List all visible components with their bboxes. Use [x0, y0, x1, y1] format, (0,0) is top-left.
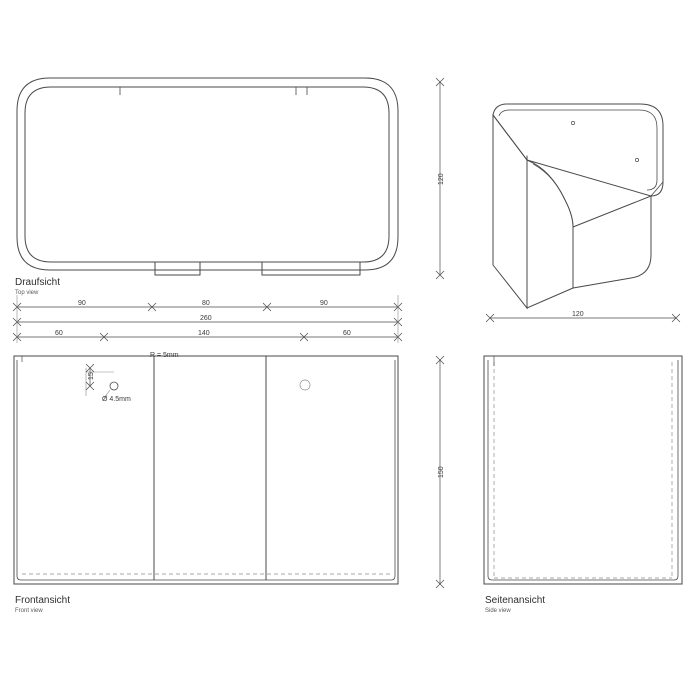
- front-view-subtitle: Front view: [15, 608, 43, 614]
- side-view-drawing: [470, 348, 700, 598]
- height-dim-label-150: 150: [438, 466, 445, 478]
- front-view-title: Frontansicht: [15, 595, 71, 606]
- top-dim-overall-260: 260: [200, 315, 212, 322]
- top-dim-80-center: 80: [202, 300, 210, 307]
- top-dim-60-right: 60: [343, 330, 351, 337]
- top-dim-90-right: 90: [320, 300, 328, 307]
- side-view-subtitle: Side view: [485, 608, 511, 614]
- radius-note: R = 5mm: [150, 352, 179, 359]
- depth-dimension-120: [425, 70, 455, 300]
- top-view-subtitle: Top view: [15, 290, 39, 296]
- top-dim-60-left: 60: [55, 330, 63, 337]
- front-view-drawing: [0, 348, 420, 598]
- top-view-title: Draufsicht: [15, 277, 61, 288]
- top-view-drawing: [0, 0, 440, 300]
- front-dim-15: 15: [88, 372, 95, 380]
- depth-dim-label-120: 120: [438, 173, 445, 185]
- iso-dimension-120: [480, 305, 690, 331]
- isometric-view-drawing: [455, 60, 700, 310]
- top-dim-140-center: 140: [198, 330, 210, 337]
- hole-diameter-note: Ø 4.5mm: [102, 396, 131, 403]
- iso-dim-label-120: 120: [572, 311, 584, 318]
- top-dim-90-left: 90: [78, 300, 86, 307]
- top-dimension-chains: [0, 295, 440, 350]
- side-view-title: Seitenansicht: [485, 595, 546, 606]
